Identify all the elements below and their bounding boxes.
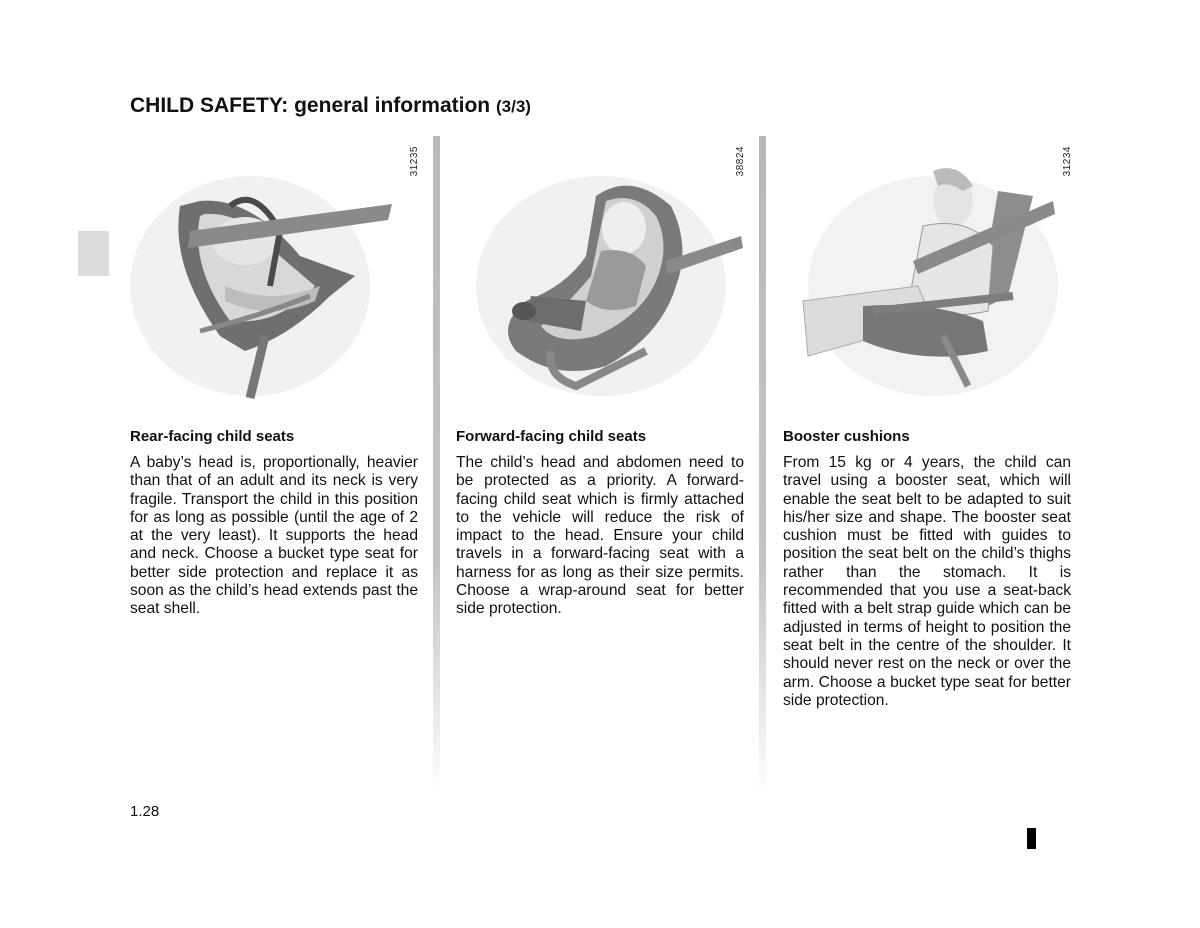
column-divider — [759, 136, 766, 796]
forward-facing-seat-illustration — [456, 136, 746, 406]
column-booster-cushions — [783, 136, 1073, 709]
section-heading: Rear-facing child seats — [130, 428, 295, 445]
rear-facing-seat-illustration — [130, 136, 420, 406]
section-tab-marker — [78, 231, 109, 276]
figure-reference-number: 38824 — [735, 146, 746, 177]
figure-reference-number: 31234 — [1062, 146, 1073, 177]
section-body-text: The child’s head and abdomen need to be protected as a priority. A forward-facing child seat which is firmly attached to the vehicle will reduce the risk of impact to the head. Ensure your child travels in a forward-facing seat with a harness for as long as their size permits. Choose a wrap-around seat for better side protection. — [456, 454, 744, 618]
booster-cushion-drawing — [783, 136, 1073, 406]
booster-cushion-illustration — [783, 136, 1073, 406]
section-end-marker — [1027, 828, 1036, 849]
forward-facing-seat-drawing — [456, 136, 746, 406]
title-suffix: (3/3) — [495, 97, 531, 116]
column-forward-facing — [456, 136, 746, 618]
figure-reference-number: 31235 — [409, 146, 420, 177]
column-divider — [433, 136, 440, 796]
rear-facing-seat-drawing — [130, 136, 420, 406]
column-rear-facing — [130, 136, 420, 618]
title-text: CHILD SAFETY: general information — [130, 94, 491, 117]
section-heading: Forward-facing child seats — [456, 428, 647, 445]
page-title — [130, 94, 531, 118]
section-body-text: From 15 kg or 4 years, the child can travel using a booster seat, which will enable the seat belt to be adapted to suit his/her size and shape. The booster seat cushion must be fitted with guides to position the seat belt on the child’s thighs rather than the stomach. It is recommended that you use a seat-back fitted with a belt strap guide which can be adjusted in terms of height to position the seat belt in the centre of the shoulder. It should never rest on the neck or over the arm. Choose a bucket type seat for better side protection. — [783, 454, 1071, 709]
section-body-text: A baby’s head is, proportionally, heavier than that of an adult and its neck is very fragile. Transport the child in this position for as long as possible (until the age of 2 at the very least). It supports the head and neck. Choose a bucket type seat for better side protection and replace it as soon as the child’s head extends past the seat shell. — [130, 454, 418, 618]
section-heading: Booster cushions — [783, 428, 910, 445]
page-number: 1.28 — [130, 803, 160, 820]
